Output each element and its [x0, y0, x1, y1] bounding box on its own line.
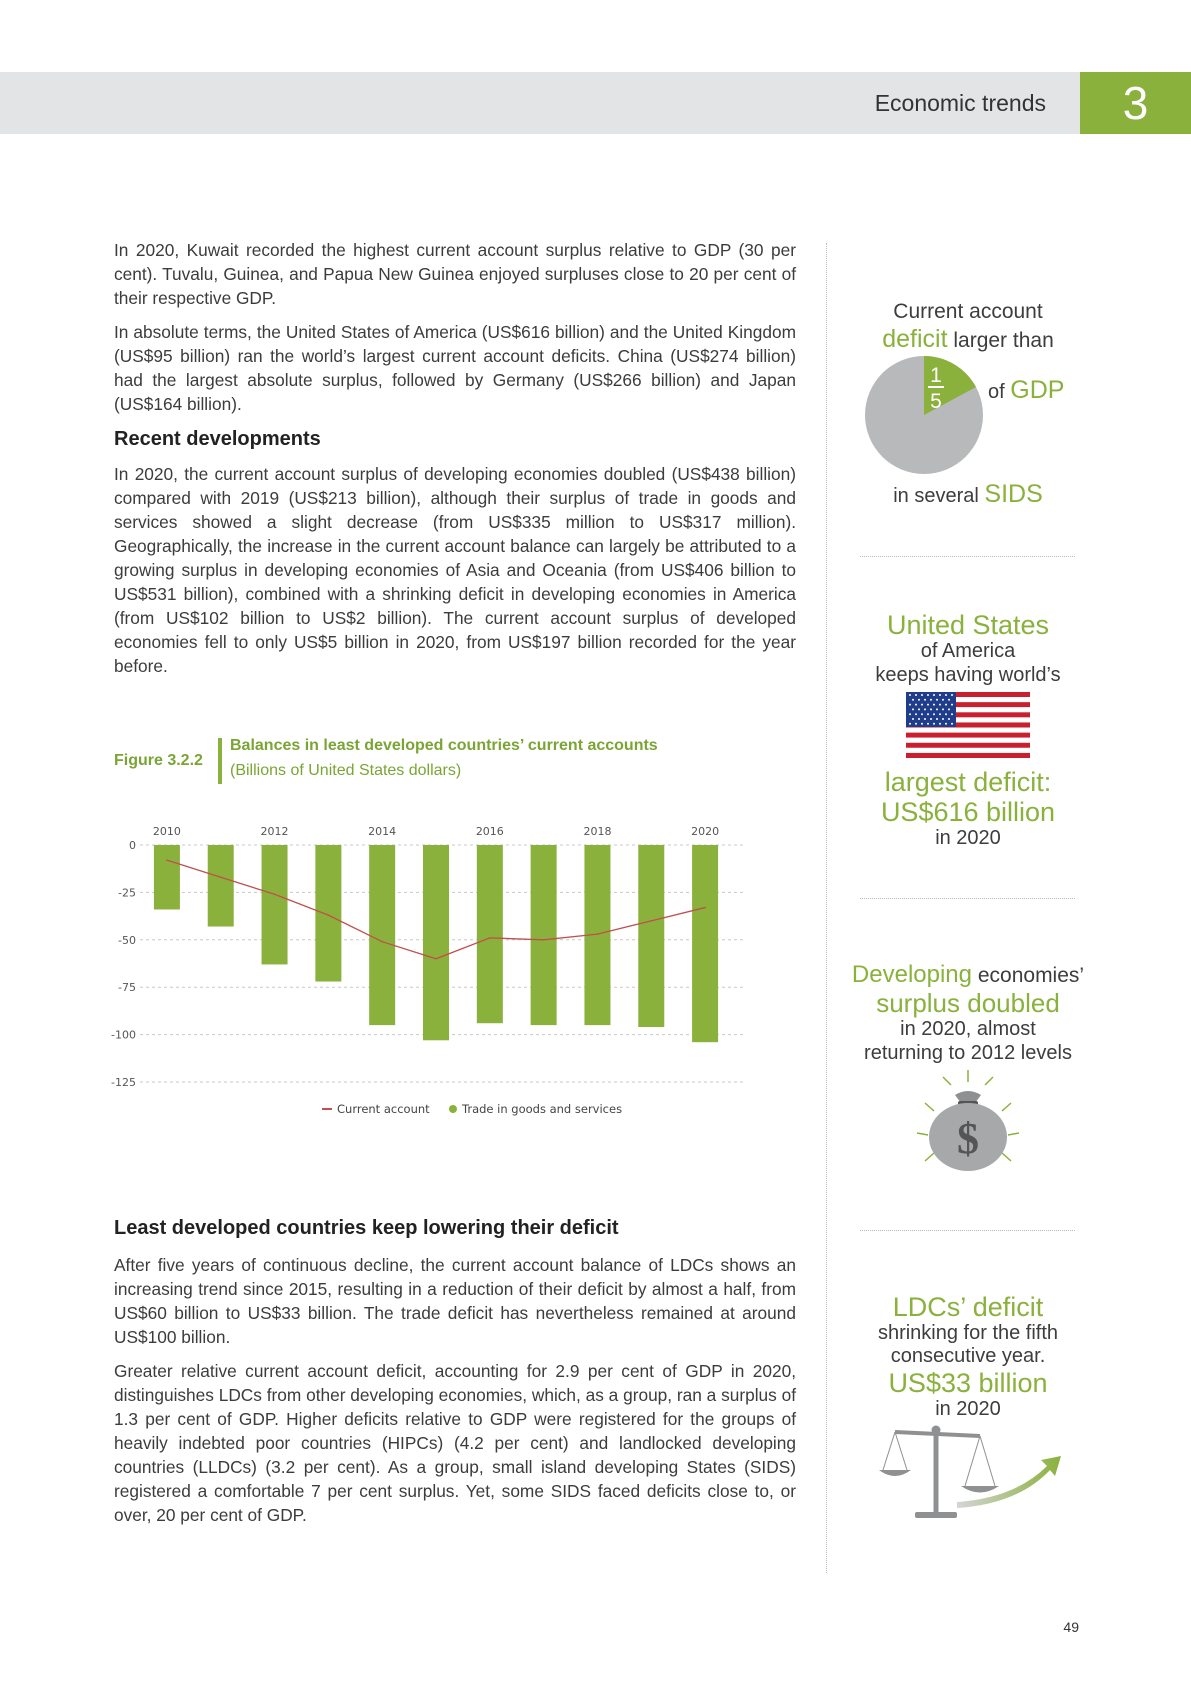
- page-number: 49: [1063, 1619, 1079, 1635]
- bar-trade-2020: [692, 845, 718, 1042]
- sidebar-developing-surplus: [848, 962, 1088, 1182]
- flag-star: [930, 708, 932, 710]
- lower-text: [114, 1215, 796, 1537]
- bar-trade-2017: [531, 845, 557, 1025]
- fraction-numerator: 1: [930, 364, 942, 387]
- point-current-account-2020: [704, 907, 706, 909]
- y-tick-label: -25: [118, 886, 136, 900]
- legend-bar-swatch: [449, 1105, 457, 1113]
- pie-icon: [848, 356, 1088, 476]
- bar-trade-2010: [154, 845, 180, 909]
- x-tick-label: 2014: [368, 825, 397, 838]
- bar-trade-2014: [369, 845, 395, 1025]
- sidebar-text: larger than: [947, 329, 1054, 352]
- legend-label-trade: Trade in goods and services: [462, 1102, 623, 1116]
- figure-accent-bar: [218, 738, 222, 784]
- flag-star: [945, 713, 947, 715]
- x-tick-label: 2016: [475, 825, 504, 838]
- sidebar-highlight: surplus doubled: [876, 988, 1060, 1018]
- flag-star: [918, 708, 920, 710]
- x-tick-label: 2020: [691, 825, 720, 838]
- sidebar-highlight: GDP: [1010, 376, 1065, 404]
- x-tick-label: 2010: [152, 825, 181, 838]
- point-current-account-2014: [381, 941, 383, 943]
- flag-star: [909, 713, 911, 715]
- point-current-account-2011: [220, 876, 222, 878]
- paragraph: After five years of continuous decline, the current account balance of LDCs shows an increasing trend since 2015, resulting in a reduction of their deficit by almost a half, from US$60 billion to US$33 billion. The trade deficit has nevertheless remained at around US$100 billion.: [114, 1255, 796, 1347]
- flag-stripe: [906, 733, 1030, 738]
- flag-star: [915, 704, 917, 706]
- flag-star: [951, 713, 953, 715]
- sidebar-text: economies’: [972, 964, 1085, 987]
- flag-stripe: [906, 743, 1030, 748]
- sidebar-highlight: US$33 billion: [888, 1368, 1048, 1398]
- flag-star: [936, 708, 938, 710]
- paragraph: In 2020, Kuwait recorded the highest current account surplus relative to GDP (30 per cent). Tuvalu, Guinea, and Papua New Guinea enjoyed surpluses close to 20 per cent of their respective GDP.: [114, 240, 796, 308]
- point-current-account-2010: [166, 859, 168, 861]
- sidebar-separator: [860, 556, 1075, 557]
- sidebar-text: consecutive year.: [890, 1345, 1046, 1367]
- flag-star: [915, 694, 917, 696]
- flag-star: [909, 723, 911, 725]
- flag-star: [909, 694, 911, 696]
- flag-star: [924, 699, 926, 701]
- flag-star: [942, 718, 944, 720]
- flag-star: [918, 699, 920, 701]
- y-tick-label: -75: [118, 981, 136, 995]
- flag-star: [921, 713, 923, 715]
- point-current-account-2013: [328, 914, 330, 916]
- flag-star: [921, 694, 923, 696]
- sidebar-text: in 2020: [935, 827, 1001, 849]
- sidebar-highlight: largest deficit:: [884, 767, 1052, 797]
- flag-star: [912, 718, 914, 720]
- flag-star: [915, 713, 917, 715]
- flag-star: [942, 699, 944, 701]
- flag-stripe: [906, 748, 1030, 753]
- sidebar-highlight: Developing: [851, 961, 973, 988]
- flag-star: [945, 704, 947, 706]
- flag-star: [933, 713, 935, 715]
- dollar-symbol: $: [957, 1114, 979, 1163]
- flag-star: [948, 699, 950, 701]
- us-flag-icon: [906, 692, 1030, 758]
- flag-star: [921, 723, 923, 725]
- bar-trade-2019: [638, 845, 664, 1027]
- legend-label-current-account: Current account: [337, 1102, 430, 1116]
- chapter-title: Economic trends: [874, 90, 1046, 116]
- sidebar-highlight: LDCs’ deficit: [892, 1292, 1044, 1322]
- flag-star: [945, 723, 947, 725]
- flag-star: [939, 704, 941, 706]
- flag-star: [909, 704, 911, 706]
- balances-chart: [100, 815, 800, 1145]
- sidebar-text: in several: [893, 485, 985, 507]
- flag-star: [936, 699, 938, 701]
- figure-number: Figure 3.2.2: [114, 752, 203, 769]
- flag-star: [939, 723, 941, 725]
- flag-star: [927, 723, 929, 725]
- scale-icon: [865, 1420, 1065, 1525]
- section-heading: Recent developments: [114, 428, 321, 450]
- paragraph: In absolute terms, the United States of America (US$616 billion) and the United Kingdom (US$95 billion) ran the world’s largest current account deficits. China (US$274 billion) had the largest absolute surplus, followed by Germany (US$266 billion) and Japan (US$164 billion).: [114, 322, 796, 414]
- flag-star: [921, 704, 923, 706]
- chapter-number: 3: [1080, 72, 1191, 134]
- paragraph: In 2020, the current account surplus of developing economies doubled (US$438 billion) compared with 2019 (US$213 billion), although their surplus of trade in goods and services showed a slight decrease (from US$335 million to US$317 million). Geographically, the increase in the current account balance can largely be attributed to a growing surplus in developing economies of Asia and Oceania (from US$406 billion to US$531 billion), combined with a shrinking deficit in developing economies in America (from US$102 billion to US$2 billion). The current account surplus of developed economies fell to only US$5 billion in 2020, from US$197 billion recorded for the year before.: [114, 464, 796, 676]
- bar-trade-2012: [262, 845, 288, 964]
- point-current-account-2019: [650, 920, 652, 922]
- y-tick-label: 0: [129, 839, 136, 852]
- sidebar-text: returning to 2012 levels: [864, 1042, 1072, 1064]
- y-tick-label: -100: [111, 1028, 136, 1042]
- figure-subtitle: (Billions of United States dollars): [230, 762, 462, 779]
- sidebar-text: keeps having world’s: [875, 664, 1061, 686]
- flag-star: [924, 708, 926, 710]
- sidebar-text: Current account: [893, 300, 1043, 323]
- point-current-account-2017: [543, 939, 545, 941]
- flag-star: [930, 699, 932, 701]
- point-current-account-2015: [435, 958, 437, 960]
- flag-star: [948, 708, 950, 710]
- flag-stripe: [906, 753, 1030, 758]
- point-current-account-2018: [597, 933, 599, 935]
- flag-stripe: [906, 728, 1030, 733]
- flag-star: [942, 708, 944, 710]
- fraction-denominator: 5: [930, 390, 942, 413]
- sidebar-divider: [826, 243, 827, 1573]
- flag-star: [951, 694, 953, 696]
- flag-star: [933, 723, 935, 725]
- sidebar-ldc-deficit: [848, 1292, 1088, 1530]
- flag-star: [951, 704, 953, 706]
- flag-star: [915, 723, 917, 725]
- flag-star: [927, 694, 929, 696]
- sidebar-sids-deficit: [848, 300, 1088, 509]
- bar-trade-2011: [208, 845, 234, 927]
- point-current-account-2016: [489, 937, 491, 939]
- flag-star: [939, 694, 941, 696]
- flag-star: [936, 718, 938, 720]
- flag-star: [927, 704, 929, 706]
- money-bag-icon: [903, 1067, 1033, 1177]
- flag-star: [945, 694, 947, 696]
- bar-trade-2016: [477, 845, 503, 1023]
- bar-trade-2015: [423, 845, 449, 1040]
- flag-star: [930, 718, 932, 720]
- sidebar-text: of: [988, 381, 1011, 403]
- flag-star: [951, 723, 953, 725]
- x-tick-label: 2012: [260, 825, 289, 838]
- point-current-account-2012: [274, 893, 276, 895]
- flag-star: [948, 718, 950, 720]
- y-tick-label: -50: [118, 933, 136, 947]
- paragraph: Greater relative current account deficit, accounting for 2.9 per cent of GDP in 2020, distinguishes LDCs from other developing economies, which, as a group, ran a surplus of 1.3 per cent of GDP. Higher deficits relative to GDP were registered for the groups of heavily indebted poor countries (HIPCs) (4.2 per cent) and landlocked developing countries (LLDCs) (3.2 per cent). As a group, small island developing States (SIDS) registered a comfortable 7 per cent surplus. Yet, some SIDS faced deficits close to, or over, 20 per cent of GDP.: [114, 1361, 797, 1525]
- figure-header: [114, 738, 794, 788]
- sidebar-highlight: US$616 billion: [880, 797, 1056, 827]
- flag-star: [912, 708, 914, 710]
- x-tick-label: 2018: [583, 825, 612, 838]
- sidebar-separator: [860, 1230, 1075, 1231]
- sidebar-text: of America: [920, 640, 1016, 662]
- main-text: [114, 238, 796, 688]
- flag-stripe: [906, 738, 1030, 743]
- flag-star: [927, 713, 929, 715]
- flag-star: [912, 699, 914, 701]
- flag-star: [939, 713, 941, 715]
- flag-star: [918, 718, 920, 720]
- sidebar-separator: [860, 898, 1075, 899]
- section-heading: Least developed countries keep lowering their deficit: [114, 1217, 619, 1239]
- flag-star: [933, 694, 935, 696]
- bar-trade-2013: [315, 845, 341, 982]
- flag-star: [933, 704, 935, 706]
- sidebar-text: shrinking for the fifth: [877, 1322, 1059, 1344]
- flag-star: [924, 718, 926, 720]
- y-tick-label: -125: [111, 1076, 136, 1089]
- sidebar-text: in 2020: [935, 1398, 1001, 1420]
- sidebar-highlight: SIDS: [984, 480, 1043, 508]
- sidebar-highlight: deficit: [882, 325, 948, 353]
- sidebar-text: in 2020, almost: [900, 1018, 1036, 1040]
- figure-title: Balances in least developed countries’ current accounts: [230, 737, 658, 754]
- sidebar-usa-deficit: [848, 610, 1088, 849]
- sidebar-highlight: United States: [886, 610, 1050, 640]
